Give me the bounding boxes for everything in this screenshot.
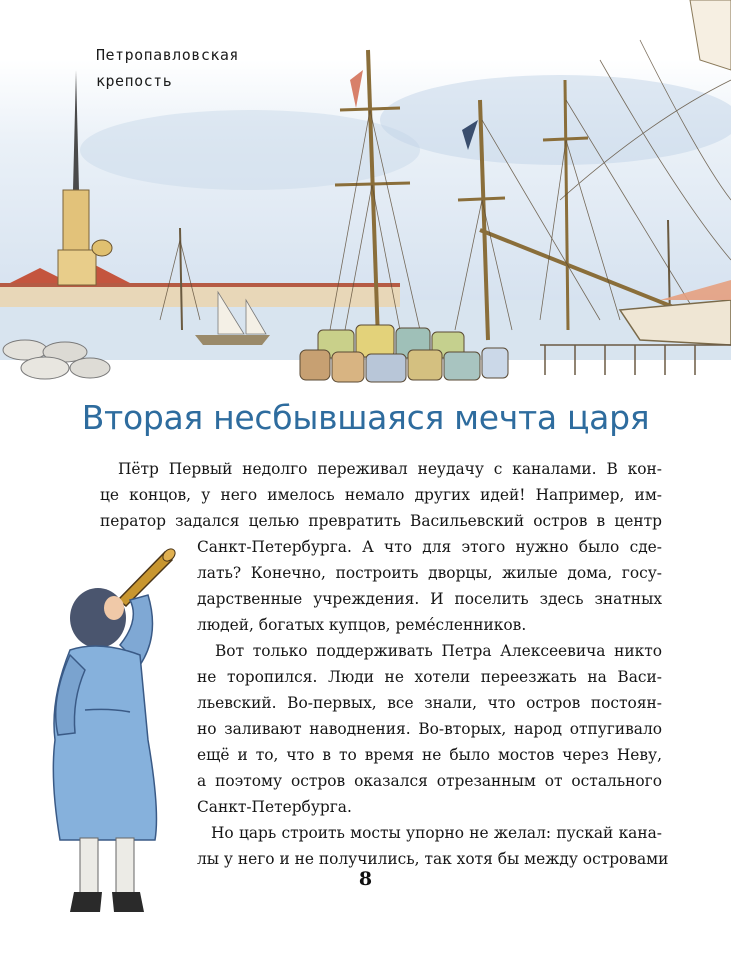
text-line: Санкт-Петербурга. А что для этого нужно было сде- (197, 538, 662, 556)
text-line: Санкт-Петербурга. (197, 798, 352, 816)
text-line: ещё и то, что в то время не было мостов через Неву, (197, 746, 662, 764)
text-line: лы у него и не получились, так хотя бы между островами (197, 850, 669, 868)
text-line: не торопился. Люди не хотели переезжать на Васи- (197, 668, 662, 686)
fortress-wall (0, 285, 400, 307)
ship-sail (690, 0, 731, 70)
text-line: Вот только поддерживать Петра Алексеевича никто (215, 642, 662, 660)
yard (458, 198, 505, 200)
text-line: Пётр Первый недолго переживал неудачу с каналами. В кон- (118, 460, 662, 478)
sailboat (195, 335, 270, 345)
yard (543, 138, 588, 140)
page-number: 8 (358, 868, 373, 890)
cathedral-tower (58, 250, 96, 285)
text-line: дарственные учреждения. И поселить здесь знатных (197, 590, 662, 608)
face (104, 596, 124, 620)
text-line: людей, богатых купцов, ремéсленников. (197, 616, 527, 634)
caption-line: крепость (96, 72, 173, 90)
text-line: а поэтому остров оказался отрезанным от остального (197, 772, 662, 790)
text-line: лать? Конечно, построить дворцы, жилые дома, госу- (197, 564, 662, 582)
yard (335, 183, 410, 185)
text-line: льевский. Во-первых, все знали, что остров постоян- (197, 694, 662, 712)
shoe (112, 892, 144, 912)
chapter-title: Вторая несбывшаяся мечта царя (81, 398, 650, 437)
yard (340, 108, 400, 110)
text-line: но заливают наводнения. Во-вторых, народ отпугивало (197, 720, 662, 738)
caption-line: Петропавловская (96, 46, 239, 64)
cathedral-dome (92, 240, 112, 256)
cloud (380, 75, 731, 165)
shoe (70, 892, 102, 912)
illustration-caption (96, 42, 239, 94)
cathedral-tower (63, 190, 89, 250)
text-line: ператор задался целью превратить Васильевский остров в центр (100, 512, 662, 530)
text-line: Но царь строить мосты упорно не желал: пускай кана- (211, 824, 662, 842)
text-line: це концов, у него имелось немало других идей! Например, им- (100, 486, 662, 504)
